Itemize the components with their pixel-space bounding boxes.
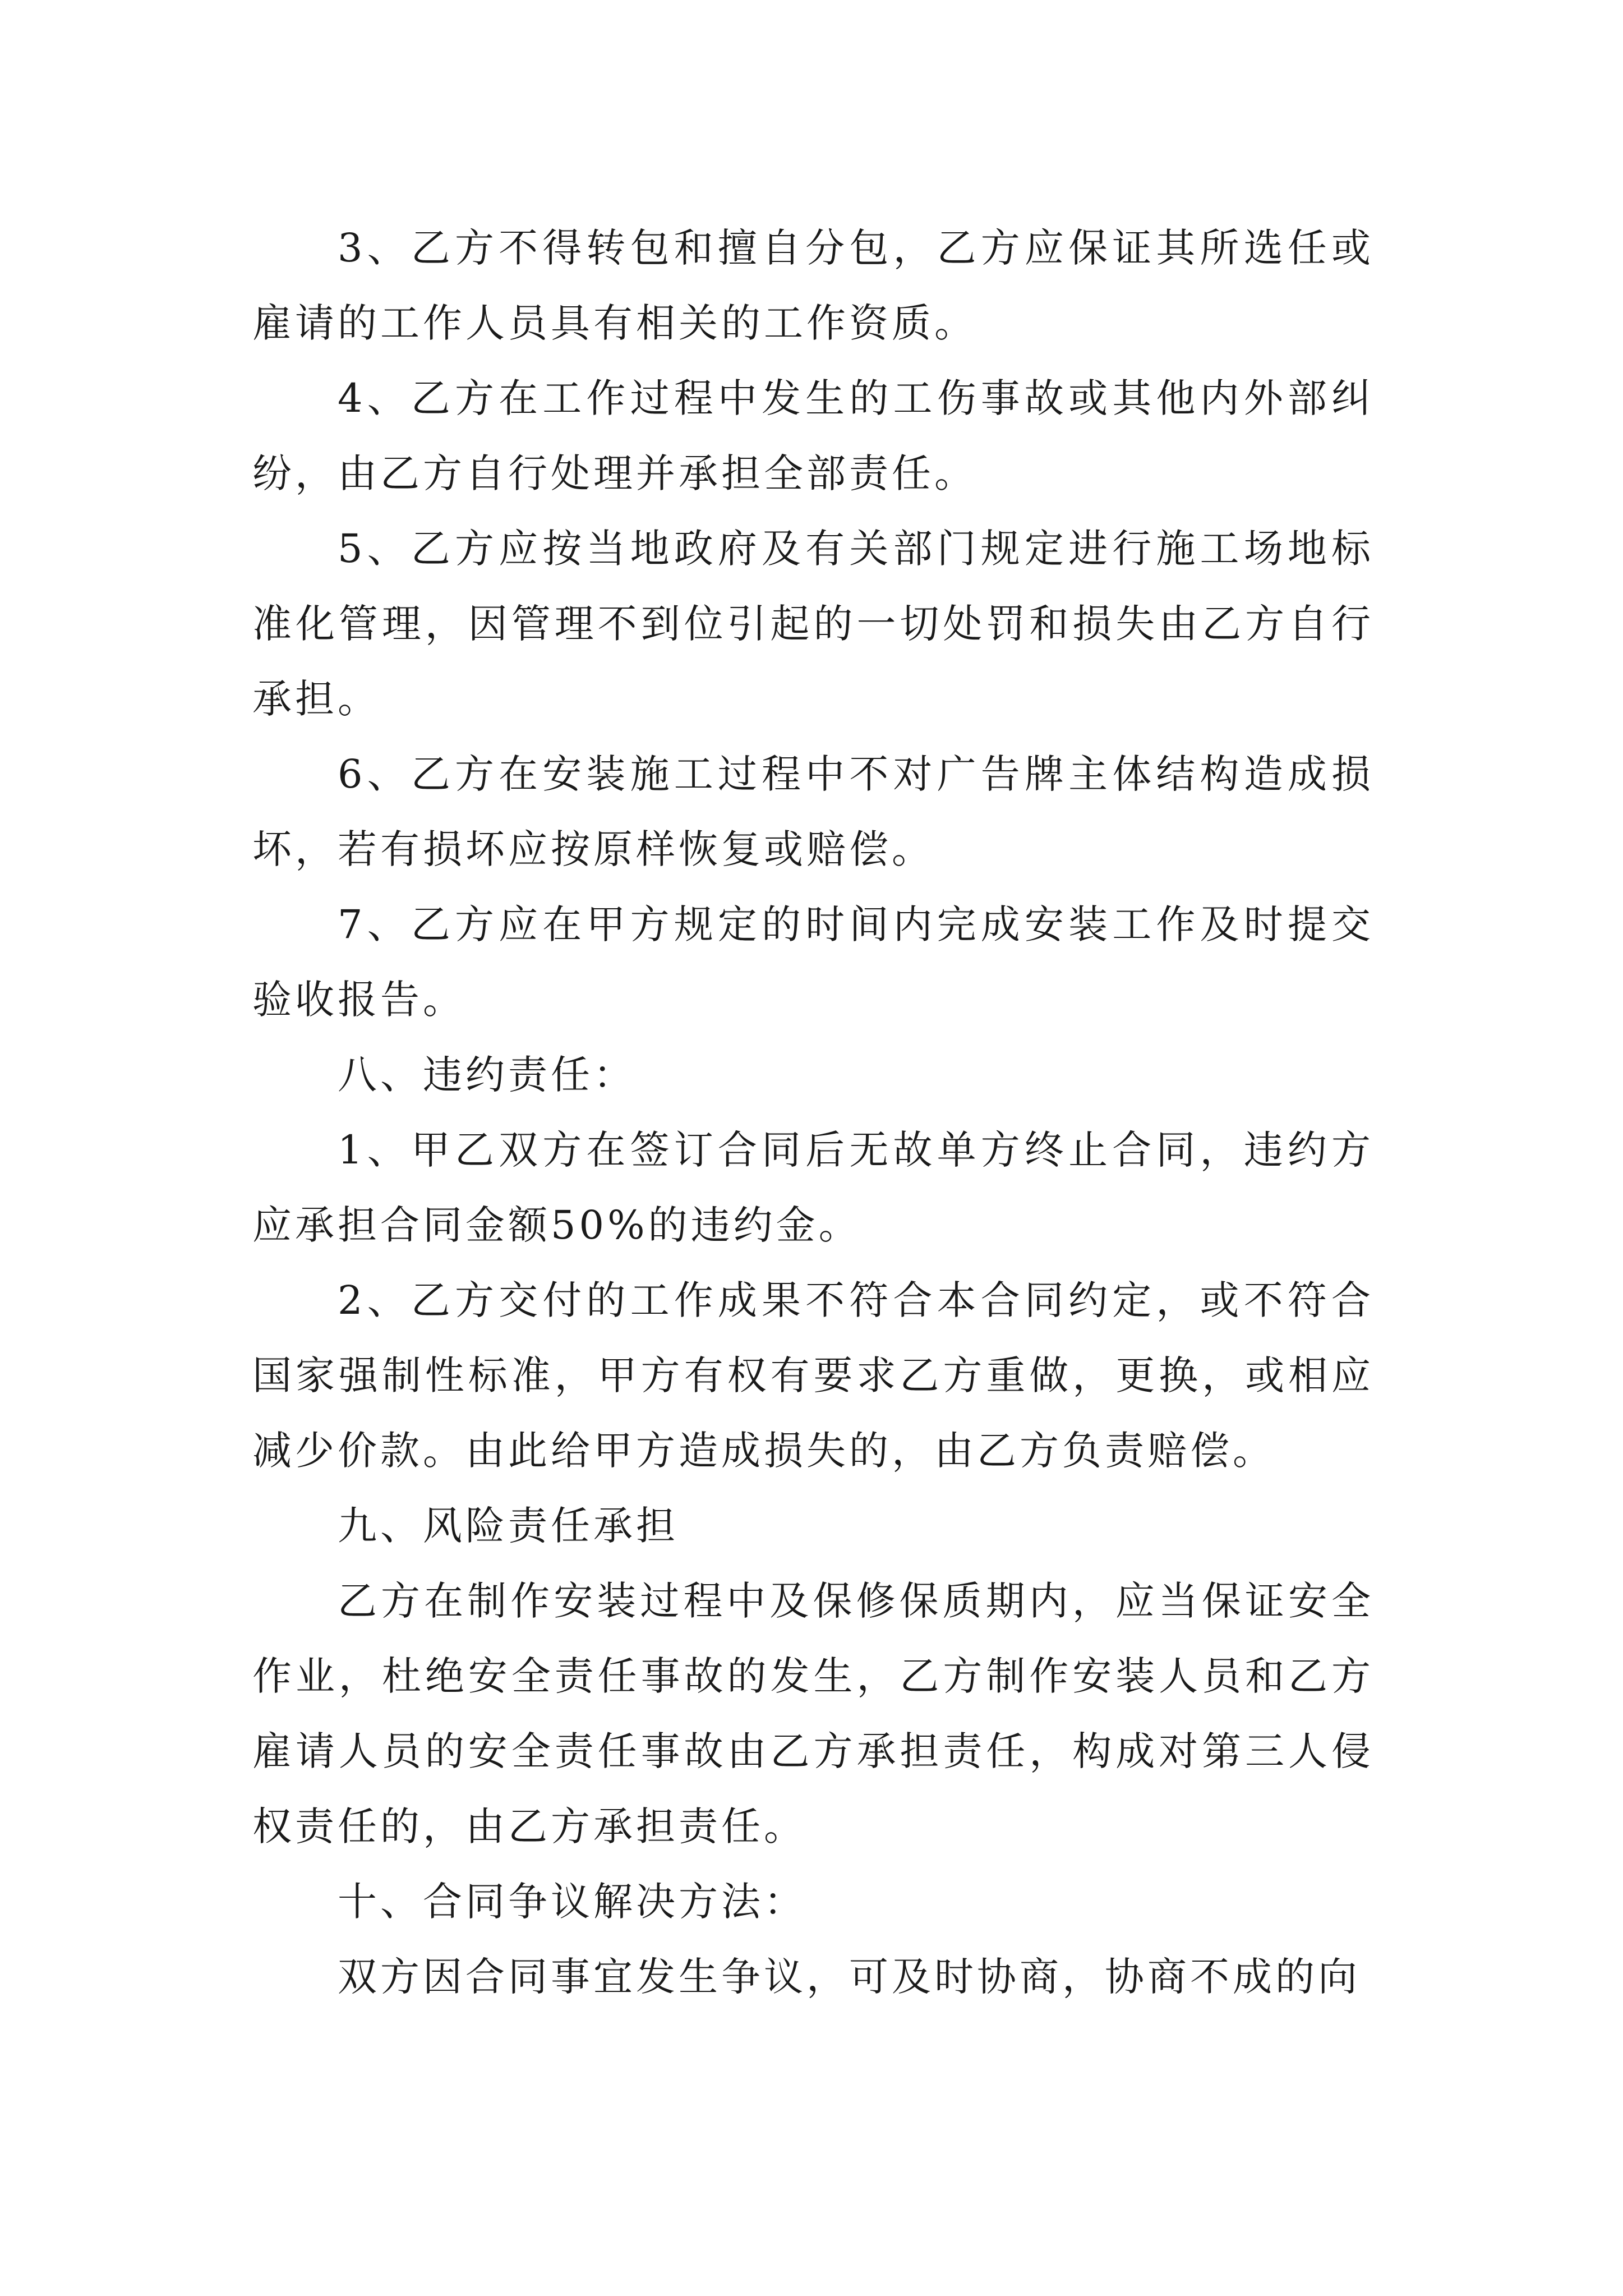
section-heading-risk-liability: 九、风险责任承担 (338, 1503, 679, 1549)
paragraph-dispute-resolution: 双方因合同事宜发生争议，可及时协商，协商不成的向 (338, 1954, 1361, 2000)
paragraph-risk-liability: 乙方在制作安装过程中及保修保质期内，应当保证安全作业，杜绝安全责任事故的发生，乙方制作安装人员和乙方雇请人员的安全责任事故由乙方承担责任，构成对第三人侵权责任的，由乙方承担责任。 (252, 1578, 1374, 1849)
document-body (252, 210, 1374, 2014)
section-heading-dispute-resolution: 十、合同争议解决方法： (338, 1879, 806, 1925)
paragraph-clause-4: 4、乙方在工作过程中发生的工伤事故或其他内外部纠纷，由乙方自行处理并承担全部责任。 (252, 375, 1374, 496)
section-heading-breach-liability: 八、违约责任： (338, 1052, 636, 1098)
paragraph-clause-6: 6、乙方在安装施工过程中不对广告牌主体结构造成损坏，若有损坏应按原样恢复或赔偿。 (252, 751, 1374, 872)
paragraph-breach-2: 2、乙方交付的工作成果不符合本合同约定，或不符合国家强制性标准，甲方有权有要求乙方重做，更换，或相应减少价款。由此给甲方造成损失的，由乙方负责赔偿。 (252, 1277, 1374, 1474)
paragraph-clause-5: 5、乙方应按当地政府及有关部门规定进行施工场地标准化管理，因管理不到位引起的一切处罚和损失由乙方自行承担。 (252, 526, 1374, 722)
paragraph-clause-3: 3、乙方不得转包和擅自分包，乙方应保证其所选任或雇请的工作人员具有相关的工作资质。 (252, 225, 1374, 346)
paragraph-clause-7: 7、乙方应在甲方规定的时间内完成安装工作及时提交验收报告。 (252, 901, 1374, 1023)
paragraph-breach-1: 1、甲乙双方在签订合同后无故单方终止合同，违约方应承担合同金额50%的违约金。 (252, 1127, 1374, 1248)
